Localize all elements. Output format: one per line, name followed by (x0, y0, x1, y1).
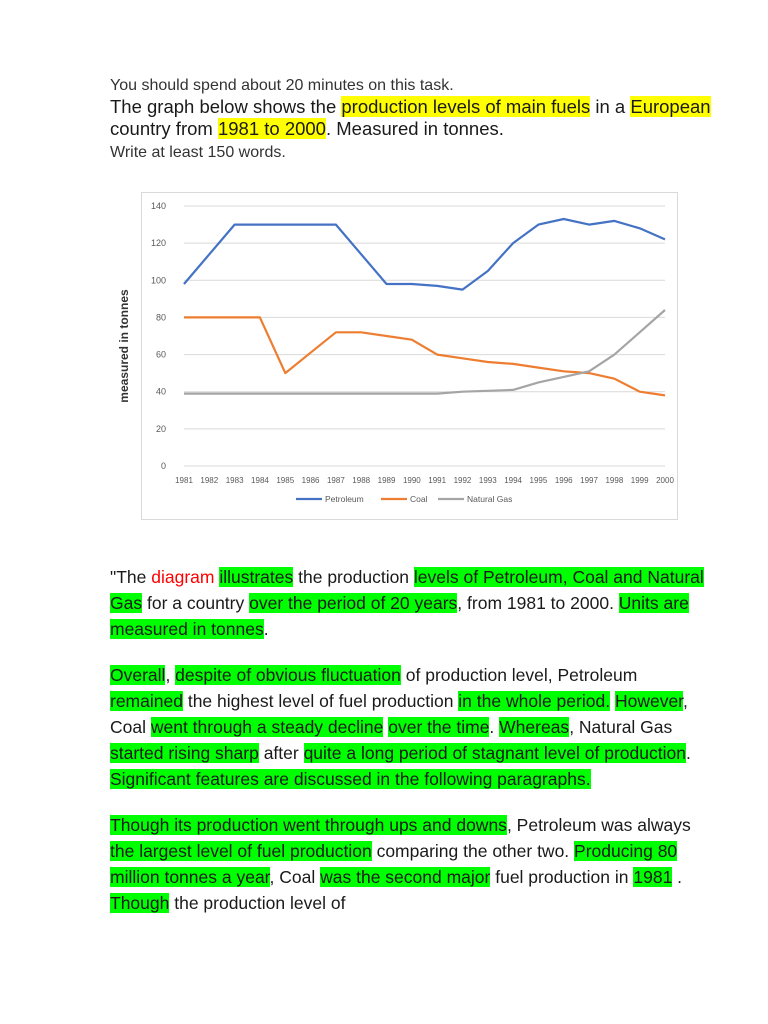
essay-text-run: Though (110, 893, 170, 913)
task-desc-text-run: The graph below shows the (110, 96, 342, 117)
task-desc-text-run: 1981 to 2000 (217, 118, 326, 139)
series-line-petroleum (184, 219, 665, 290)
task-desc-text-run: in a (590, 96, 631, 117)
essay-text-run: . (489, 717, 500, 737)
essay-text-run: Whereas (499, 717, 570, 737)
y-tick-label: 20 (155, 423, 166, 434)
y-tick-label: 140 (150, 201, 166, 211)
essay-text-run: diagram (151, 567, 215, 587)
time-instruction: You should spend about 20 minutes on this task. (110, 77, 454, 94)
essay-paragraph (110, 564, 715, 642)
task-description (110, 96, 730, 140)
essay-text-run: for a country (142, 593, 250, 613)
essay-text-run: in the whole period. (458, 691, 611, 711)
x-tick-label: 1995 (529, 476, 548, 485)
essay-text-run: , from 1981 to 2000. (457, 593, 619, 613)
chart-svg (117, 193, 677, 519)
essay-text-run: , Natural Gas (569, 717, 673, 737)
x-tick-label: 1993 (478, 476, 497, 485)
y-tick-label: 80 (155, 312, 166, 323)
essay-text-run: Producing 80 million tonnes a year (110, 841, 678, 887)
essay-text-run: started rising sharp (110, 743, 259, 763)
x-tick-label: 1996 (554, 476, 573, 485)
essay-text-run: after (258, 743, 304, 763)
essay-text-run: . (263, 619, 269, 639)
x-tick-label: 1982 (200, 476, 219, 485)
y-axis-label: measured in tonnes (117, 289, 131, 403)
x-tick-label: 1983 (225, 476, 244, 485)
task-desc-text-run: country from (110, 118, 218, 139)
essay-text-run: the production level of (169, 893, 346, 913)
x-tick-label: 2000 (656, 476, 674, 485)
task-instructions (110, 76, 730, 163)
essay-text-run: over the time (388, 717, 490, 737)
essay-text-run: the highest level of fuel production (182, 691, 459, 711)
y-tick-label: 0 (160, 461, 166, 471)
x-tick-label: 1992 (453, 476, 472, 485)
y-tick-label: 60 (155, 349, 166, 360)
legend-label: Petroleum (325, 494, 364, 504)
essay-text-run: despite of obvious fluctuation (175, 665, 401, 685)
essay-text-run: Units are measured in tonnes (110, 593, 689, 639)
essay-text-run: However (614, 691, 684, 711)
x-tick-label: 1987 (326, 476, 345, 485)
word-count-instruction: Write at least 150 words. (110, 144, 286, 161)
essay-text-run: levels of Petroleum, Coal and Natural Gas (110, 567, 704, 613)
essay-paragraph (110, 812, 715, 916)
essay-text-run: , Petroleum was always (506, 815, 691, 835)
y-tick-label: 120 (150, 238, 166, 249)
essay-text-run: , Coal (269, 867, 321, 887)
essay-text-run: Though its production went through ups and downs (110, 815, 507, 835)
essay-text-run: was the second major (320, 867, 491, 887)
essay-text-run: of production level, Petroleum (400, 665, 638, 685)
essay-text-run: the production (293, 567, 414, 587)
essay-text-run: "The (110, 567, 152, 587)
essay-text-run: remained (110, 691, 183, 711)
line-chart (117, 192, 678, 520)
series-line-coal (184, 317, 665, 395)
x-tick-label: 1986 (301, 476, 320, 485)
essay (110, 564, 715, 936)
x-tick-label: 1984 (251, 476, 269, 485)
essay-text-run: . (672, 867, 683, 887)
x-tick-label: 1994 (504, 476, 523, 485)
essay-text-run: illustrates (219, 567, 294, 587)
x-tick-label: 1998 (605, 476, 624, 485)
task-desc-text-run: production levels of main fuels (341, 96, 591, 117)
essay-text-run: fuel production in (490, 867, 634, 887)
y-tick-label: 40 (155, 386, 166, 397)
x-tick-label: 1991 (428, 476, 447, 485)
essay-text-run: Significant features are discussed in the following paragraphs. (110, 769, 591, 789)
x-tick-label: 1997 (580, 476, 598, 485)
essay-text-run: , (165, 665, 176, 685)
legend-label: Coal (410, 494, 428, 504)
essay-paragraph (110, 662, 715, 792)
essay-text-run: the largest level of fuel production (110, 841, 372, 861)
essay-text-run: quite a long period of stagnant level of production (303, 743, 686, 763)
x-tick-label: 1988 (352, 476, 371, 485)
essay-text-run: . (685, 743, 691, 763)
series-line-natural-gas (184, 310, 665, 394)
x-tick-label: 1981 (175, 476, 193, 485)
y-tick-label: 100 (150, 275, 166, 286)
legend-label: Natural Gas (467, 494, 513, 504)
essay-text-run: , Coal (110, 691, 688, 737)
essay-text-run: Overall (110, 665, 166, 685)
essay-text-run: over the period of 20 years (249, 593, 458, 613)
essay-text-run: comparing the other two. (371, 841, 575, 861)
x-tick-label: 1999 (630, 476, 649, 485)
essay-text-run: went through a steady decline (150, 717, 384, 737)
x-tick-label: 1990 (402, 476, 421, 485)
task-desc-text-run: . Measured in tonnes. (325, 118, 504, 139)
x-tick-label: 1989 (377, 476, 396, 485)
task-desc-text-run: European (630, 96, 711, 117)
x-tick-label: 1985 (276, 476, 295, 485)
essay-text-run: 1981 (633, 867, 673, 887)
